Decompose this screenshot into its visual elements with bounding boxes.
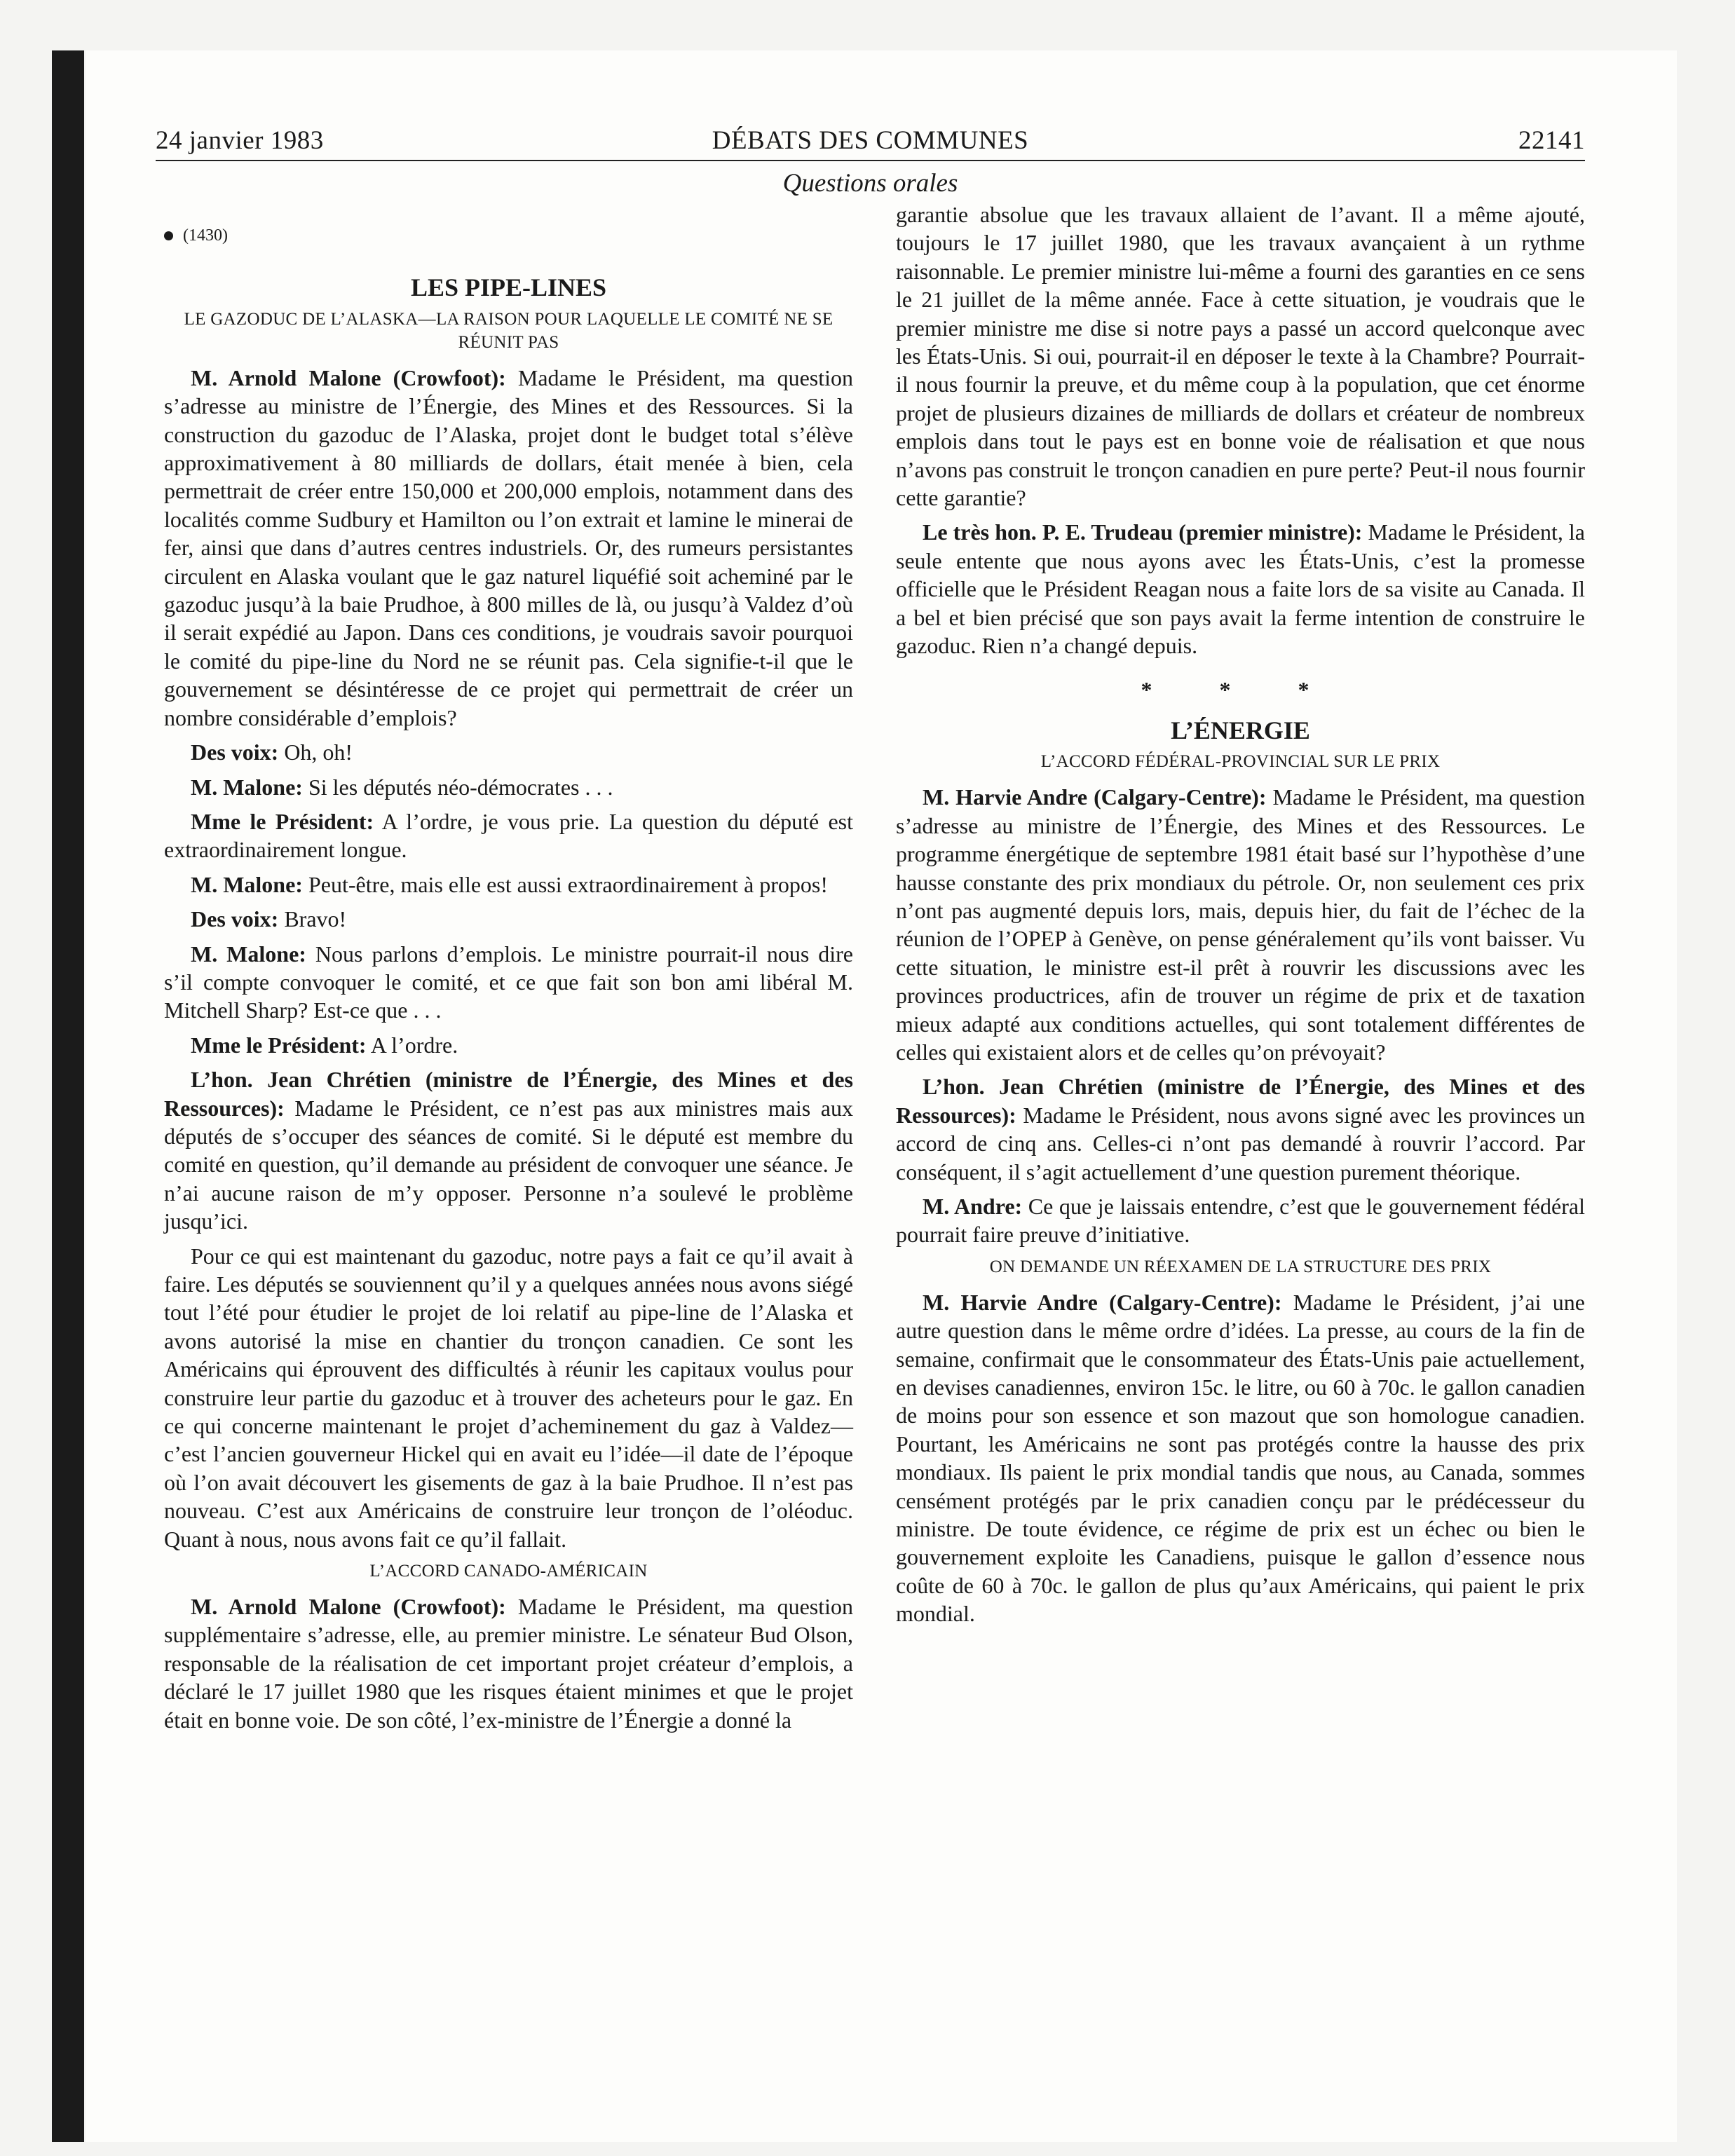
speech-text: Nous parlons d’emplois. Le ministre pourrait-il nous dire s’il compte convoquer le comité, et ce que fait son bon ami libéral M. Mitchell Sharp? Est-ce que . . .: [164, 941, 854, 1023]
section-title: L’ÉNERGIE: [1171, 716, 1310, 744]
continued-paragraph: garantie absolue que les travaux allaient de l’avant. Il a même ajouté, toujours le 17 juillet 1980, que les travaux avançaient à un rythme raisonnable. Le premier ministre lui-même a fourni des garanties en ce sens le 21 juillet de la même année. Face à cette situation, je voudrais que le premier ministre me dise si notre pays a passé un accord quelconque avec les États-Unis. Si oui, pourrait-il en déposer le texte à la Chambre? Pourrait-il nous fournir la preuve, et du même coup à la population, que cet énorme projet de plusieurs dizaines de milliards de dollars et créateur de nombreux emplois dans tout le pays est en bonne voie de réalisation et que nous n’avons pas construit le tronçon canadien en pure perte? Peut-il nous fournir cette garantie?: [896, 202, 1585, 511]
speaker: Des voix:: [191, 906, 279, 932]
scan-binding-edge: [52, 50, 84, 2142]
subheading: ON DEMANDE UN RÉEXAMEN DE LA STRUCTURE DES PRIX: [989, 1257, 1492, 1276]
speech-text: Ce que je laissais entendre, c’est que le gouvernement fédéral pourrait faire preuve d’initiative.: [896, 1194, 1586, 1248]
speech-text: Madame le Président, j’ai une autre question dans le même ordre d’idées. La presse, au cours de la fin de semaine, confirmait que le consommateur des États-Unis paie actuellement, en devises canadiennes, environ 15c. le litre, ou 60 à 70c. le gallon canadien de moins pour son essence et son mazout que son homologue canadien. Pourtant, les Américains ne sont pas protégés contre la hausse des prix mondiaux. Ils paient le prix mondial tandis que nous, au Canada, sommes censément protégés par le prix canadien conçu par le prédécesseur du ministre. De toute évidence, ce régime de prix est un échec ou bien le gouvernement exploite les Canadiens, puisque le gallon d’essence nous coûte de 60 à 70c. le gallon de plus qu’aux Américains, qui paient le prix mondial.: [896, 1289, 1586, 1627]
speaker: L’hon. Jean Chrétien (ministre de l’Énergie, des Mines et des Ressources):: [164, 1067, 853, 1121]
speaker: M. Arnold Malone (Crowfoot):: [191, 1594, 506, 1620]
section-title: LES PIPE-LINES: [410, 273, 607, 302]
bullet-icon: [164, 231, 173, 240]
speech-paragraph: [164, 807, 853, 864]
speaker: M. Harvie Andre (Calgary-Centre):: [923, 1289, 1282, 1315]
scan-margin: [0, 0, 55, 2156]
speech-text: Madame le Président, la seule entente que nous ayons avec les États-Unis, c’est la promesse officielle que le Président Reagan nous a faite lors de sa visite au Canada. Il a bel et bien précisé que son pays avait la ferme intention de construire le gazoduc. Rien n’a changé depuis.: [896, 519, 1586, 659]
speech-text: Madame le Président, ma question s’adresse au ministre de l’Énergie, des Mines et des Ressources. Si la construction du gazoduc de l’Alaska, projet dont le budget total s’élève approximativement à 80 milliards de dollars, était menée à bien, cela permettrait de créer entre 150,000 et 200,000 emplois, notamment dans des localités comme Sudbury et Hamilton ou l’on extrait et lamine le minerai de fer, ainsi que dans d’autres centres industriels. Or, des rumeurs persistantes circulent en Alaska voulant que le gaz naturel liquéfié soit acheminé par le gazoduc jusqu’à la baie Prudhoe, à 800 milles de là, ou jusqu’à Valdez d’où il serait expédié au Japon. Dans ces conditions, je voudrais savoir pourquoi le comité du pipe-line du Nord ne se réunit pas. Cela signifie-t-il que le gouvernement se désintéresse de ce projet qui permettrait de créer un nombre considérable d’emplois?: [164, 364, 853, 730]
left-column: [164, 200, 853, 2135]
speaker: Des voix:: [191, 739, 279, 765]
speech-text: Madame le Président, nous avons signé avec les provinces un accord de cinq ans. Celles-ci n’ont pas demandé à rouvrir l’accord. Par conséquent, il s’agit actuellement d’une question purement théorique.: [896, 1102, 1585, 1185]
speech-text: A l’ordre.: [366, 1032, 458, 1058]
speech-paragraph: [896, 518, 1585, 660]
speech-text: Madame le Président, ma question supplémentaire s’adresse, elle, au premier ministre. Le sénateur Bud Olson, responsable de la réalisation de cet important projet créateur d’emplois, a déclaré le 17 juillet 1980 que les risques étaient minimes et que le projet était en bonne voie. De son côté, l’ex-ministre de l’Énergie a donné la: [164, 1594, 853, 1733]
speech-paragraph: [164, 364, 853, 732]
speaker: M. Andre:: [923, 1194, 1023, 1219]
subheading: L’ACCORD CANADO-AMÉRICAIN: [369, 1562, 648, 1581]
speech-paragraph: [164, 1242, 853, 1553]
speech-paragraph: [164, 773, 853, 801]
speech-paragraph: [164, 905, 853, 933]
speech-text: Pour ce qui est maintenant du gazoduc, notre pays a fait ce qu’il avait à faire. Les députés se souviennent qu’il y a quelques années nous avons siégé tout l’été pour étudier le projet de loi relatif au pipe-line de l’Alaska et avons autorisé la mise en chantier du tronçon canadien. Ce sont les Américains qui éprouvent des difficultés à réunir les capitaux voulus pour construire leur partie du gazoduc et à trouver des acheteurs pour le gaz. En ce qui concerne maintenant le projet d’acheminement du gaz à Valdez—c’est l’ancien gouverneur Hickel qui en avait eu l’idée—il date de l’époque où l’on avait découvert les gisements de gaz à la baie Prudhoe. Il n’est pas nouveau. C’est aux Américains de construire leur tronçon de l’oléoduc. Quant à nous, nous avons fait ce qu’il fallait.: [164, 1243, 853, 1552]
page-subject: Questions orales: [782, 169, 958, 198]
speech-text: Oh, oh!: [278, 739, 353, 765]
speech-paragraph: [164, 1065, 853, 1235]
speech-text: Madame le Président, ce n’est pas aux ministres mais aux députés de s’occuper des séances de comité. Si le député est membre du comité en question, qu’il demande au président de convoquer une séance. Je n’ai aucune raison de m’y opposer. Personne n’a soulevé le problème jusqu’ici.: [164, 1095, 853, 1234]
speech-paragraph: [896, 1192, 1585, 1249]
speech-text: Peut-être, mais elle est aussi extraordinairement à propos!: [302, 871, 829, 897]
speaker: L’hon. Jean Chrétien (ministre de l’Énergie, des Mines et des Ressources):: [896, 1074, 1585, 1128]
subheading: LE GAZODUC DE L’ALASKA—LA RAISON POUR LAQUELLE LE COMITÉ NE SE RÉUNIT PAS: [184, 309, 834, 352]
speaker: M. Malone:: [191, 871, 303, 897]
timestamp-marker: [164, 221, 853, 250]
speaker: M. Malone:: [191, 941, 306, 967]
speech-paragraph: [896, 783, 1585, 1066]
hansard-page: [86, 50, 1677, 2142]
speech-paragraph: [164, 940, 853, 1025]
speaker: M. Harvie Andre (Calgary-Centre):: [923, 784, 1267, 810]
section-separator: * * *: [1141, 676, 1340, 702]
speech-paragraph: [164, 871, 853, 899]
right-column: [896, 200, 1585, 2135]
speaker: M. Arnold Malone (Crowfoot):: [191, 364, 506, 390]
speech-paragraph: [896, 1288, 1585, 1628]
speech-text: Bravo!: [278, 906, 347, 932]
subheading: L’ACCORD FÉDÉRAL-PROVINCIAL SUR LE PRIX: [1040, 752, 1441, 772]
speech-paragraph: [164, 1592, 853, 1734]
speaker: Le très hon. P. E. Trudeau (premier ministre):: [923, 519, 1363, 545]
speech-text: A l’ordre, je vous prie. La question du député est extraordinairement longue.: [164, 808, 853, 863]
header-date: 24 janvier 1983: [156, 126, 324, 155]
header-publication: DÉBATS DES COMMUNES: [712, 126, 1029, 155]
header-page-number: 22141: [1518, 126, 1585, 155]
speech-text: Madame le Président, ma question s’adresse au ministre de l’Énergie, des Mines et des Ressources. Le programme énergétique de septembre 1981 était basé sur l’hypothèse d’une hausse constante des prix mondiaux du pétrole. Or, non seulement ces prix n’ont pas augmenté depuis lors, mais, depuis hier, du fait de l’échec de la réunion de l’OPEP à Genève, on pense généralement qu’ils vont baisser. Vu cette situation, le ministre est-il prêt à rouvrir les discussions avec les provinces productrices, afin de trouver un régime de prix et de taxation mieux adapté aux conditions actuelles, qui sont totalement différentes de celles qui existaient alors et de celles qu’on prévoyait?: [896, 784, 1585, 1065]
speech-paragraph: [896, 1072, 1585, 1186]
speech-text: Si les députés néo-démocrates . . .: [302, 774, 613, 800]
speech-paragraph: [164, 1031, 853, 1059]
speaker: M. Malone:: [191, 774, 303, 800]
running-header: [156, 118, 1585, 161]
speaker: Mme le Président:: [191, 808, 374, 834]
timestamp: (1430): [183, 226, 228, 245]
speaker: Mme le Président:: [191, 1032, 367, 1058]
speech-paragraph: [164, 738, 853, 766]
